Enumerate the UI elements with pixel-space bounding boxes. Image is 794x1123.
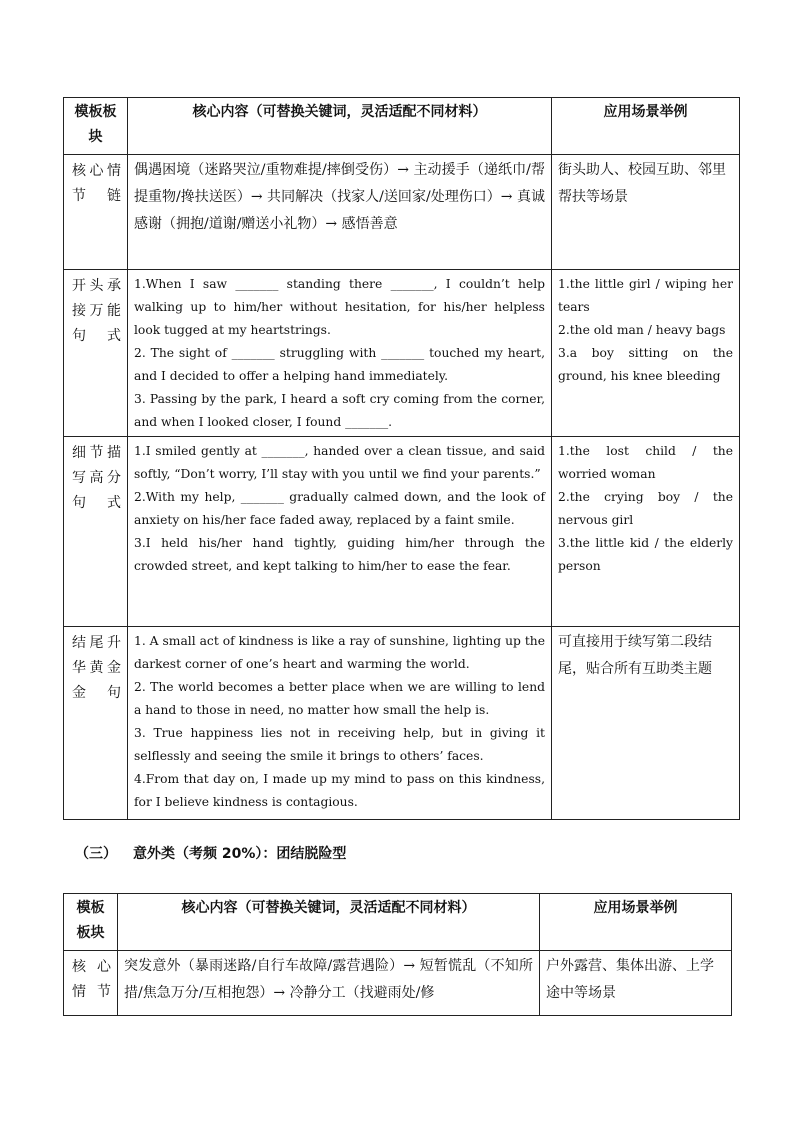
helping-template-table — [63, 97, 740, 820]
table-header-row — [64, 894, 732, 951]
row-content — [128, 155, 552, 270]
section-heading — [75, 843, 362, 863]
section-title-text: 意外类（考频 20%）：团结脱险型 — [133, 846, 347, 862]
header-examples: 应用场景举例 — [540, 894, 732, 951]
example-line: 2.the crying boy / the nervous girl — [558, 490, 733, 527]
table-header-row — [64, 98, 740, 155]
content-line: 3. True happiness lies not in receiving help, but in giving it selflessly and seeing the smile it brings to others’ faces. — [134, 726, 545, 763]
example-line: 街头助人、校园互助、邻里帮扶等场景 — [558, 162, 726, 205]
content-line: 突发意外（暴雨迷路/自行车故障/露营遇险）→ 短暂慌乱（不知所措/焦急万分/互相抱怨）→ 冷静分工（找避雨处/修 — [124, 958, 533, 1001]
example-line: 1.the little girl / wiping her tears — [558, 277, 733, 314]
row-examples — [552, 627, 740, 820]
table-row — [64, 951, 732, 1016]
row-content — [118, 951, 540, 1016]
row-label: 开头承接万能句式 — [64, 270, 128, 437]
example-line: 户外露营、集体出游、上学途中等场景 — [546, 958, 714, 1001]
example-line: 1.the lost child / the worried woman — [558, 444, 733, 481]
header-module: 模板板块 — [64, 894, 118, 951]
content-line: 1.I smiled gently at _______, handed over a clean tissue, and said softly, “Don’t worry, I’ll stay with you until we find your parents.” — [134, 444, 545, 481]
content-line: 3. Passing by the park, I heard a soft cry coming from the corner, and when I looked closer, I found _______. — [134, 392, 545, 429]
content-line: 1.When I saw _______ standing there _______, I couldn’t help walking up to him/her without hesitation, for his/her helpless look tugged at my heartstrings. — [134, 277, 545, 337]
header-core-content: 核心内容（可替换关键词，灵活适配不同材料） — [118, 894, 540, 951]
row-label: 核心情节链 — [64, 155, 128, 270]
row-examples — [540, 951, 732, 1016]
example-line: 3.a boy sitting on the ground, his knee bleeding — [558, 346, 733, 383]
table-row — [64, 627, 740, 820]
row-examples — [552, 437, 740, 627]
row-content — [128, 270, 552, 437]
row-label: 细节描写高分句式 — [64, 437, 128, 627]
content-line: 3.I held his/her hand tightly, guiding him/her through the crowded street, and kept talking to him/her to ease the fear. — [134, 536, 545, 573]
row-content — [128, 437, 552, 627]
content-line: 2.With my help, _______ gradually calmed down, and the look of anxiety on his/her face faded away, replaced by a faint smile. — [134, 490, 545, 527]
row-examples — [552, 155, 740, 270]
example-line: 可直接用于续写第二段结尾，贴合所有互助类主题 — [558, 634, 712, 677]
row-label: 核心情节 — [64, 951, 118, 1016]
content-line: 4.From that day on, I made up my mind to pass on this kindness, for I believe kindness is contagious. — [134, 772, 545, 809]
section-number: （三） — [75, 846, 117, 862]
content-line: 1. A small act of kindness is like a ray of sunshine, lighting up the darkest corner of one’s heart and warming the world. — [134, 634, 545, 671]
header-core-content: 核心内容（可替换关键词，灵活适配不同材料） — [128, 98, 552, 155]
row-examples — [552, 270, 740, 437]
example-line: 3.the little kid / the elderly person — [558, 536, 733, 573]
table-row — [64, 155, 740, 270]
content-line: 2. The world becomes a better place when we are willing to lend a hand to those in need, no matter how small the help is. — [134, 680, 545, 717]
table-row — [64, 437, 740, 627]
content-line: 2. The sight of _______ struggling with _______ touched my heart, and I decided to offer a helping hand immediately. — [134, 346, 545, 383]
example-line: 2.the old man / heavy bags — [558, 323, 726, 337]
header-module: 模板板块 — [64, 98, 128, 155]
content-line: 偶遇困境（迷路哭泣/重物难提/摔倒受伤）→ 主动援手（递纸巾/帮提重物/搀扶送医）→ 共同解决（找家人/送回家/处理伤口）→ 真诚感谢（拥抱/道谢/赠送小礼物）→ 感悟善意 — [134, 162, 545, 232]
accident-template-table — [63, 893, 732, 1016]
row-label: 结尾升华黄金金句 — [64, 627, 128, 820]
table-row — [64, 270, 740, 437]
row-content — [128, 627, 552, 820]
header-examples: 应用场景举例 — [552, 98, 740, 155]
